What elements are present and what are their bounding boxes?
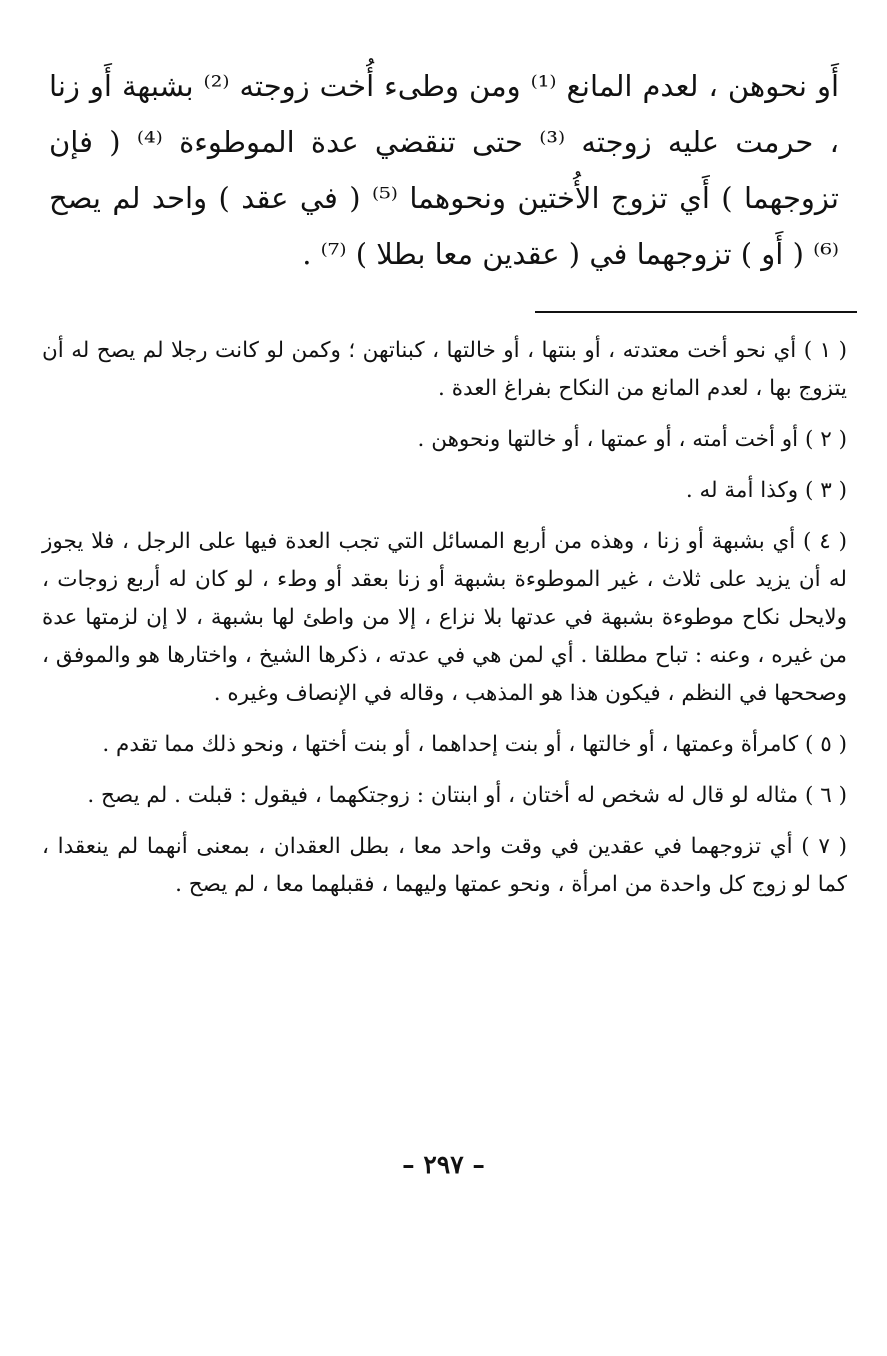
footnotes: [42, 332, 847, 917]
footnote-1: ( ١ ) أي نحو أخت معتدته ، أو بنتها ، أو خالتها ، كبناتهن ؛ وكمن لو كانت رجلا لم يصح له أن يتزوج بها ، لعدم المانع من النكاح بفراغ العدة .: [42, 338, 847, 401]
main-text: أَو نحوهن ، لعدم المانع ⁽¹⁾ ومن وطىء أُخت زوجته ⁽²⁾ بشبهة أَو زنا ، حرمت عليه زوجته ⁽³⁾ حتى تنقضي عدة الموطوءة ⁽⁴⁾ ( فإن تزوجهما ) أَي تزوج الأُختين ونحوهما ⁽⁵⁾ ( في عقد ) واحد لم يصح ⁽⁶⁾ ( أَو ) تزوجهما في ( عقدين معا بطلا ) ⁽⁷⁾ .: [49, 69, 840, 271]
footnote-3: ( ٣ ) وكذا أمة له .: [685, 478, 847, 503]
footnote-2: ( ٢ ) أو أخت أمته ، أو عمتها ، أو خالتها ونحوهن .: [417, 427, 847, 452]
footnote-6: ( ٦ ) مثاله لو قال له شخص له أختان ، أو ابنتان : زوجتكهما ، فيقول : قبلت . لم يصح .: [87, 783, 847, 808]
footnote-5: ( ٥ ) كامرأة وعمتها ، أو خالتها ، أو بنت إحداهما ، أو بنت أختها ، ونحو ذلك مما تقدم .: [102, 732, 847, 757]
page-number: – ٢٩٧ –: [402, 1150, 485, 1179]
footnote-divider: [535, 311, 857, 313]
footnote-7: ( ٧ ) أي تزوجهما في عقدين في وقت واحد معا ، بطل العقدان ، بمعنى أنهما لم ينعقدا ، كما لو زوج كل واحدة من امرأة ، ونحو عمتها وليهما ، فقبلهما معا ، لم يصح .: [42, 834, 847, 897]
footnote-4: ( ٤ ) أي بشبهة أو زنا ، وهذه من أربع المسائل التي تجب العدة فيها على الرجل ، فلا يجوز له أن يزيد على ثلاث ، غير الموطوءة بشبهة أو زنا بعقد أو وطء ، لو كان له أربع زوجات ، ولايحل نكاح موطوءة بشبهة في عدتها بلا نزاع ، إلا من واطئ لها بشبهة ، لا إن لزمتها عدة من غيره ، وعنه : تباح مطلقا . أي لمن هي في عدته ، ذكرها الشيخ ، واختارها هو والموفق ، وصححها في النظم ، فيكون هذا هو المذهب ، وقاله في الإنصاف وغيره .: [42, 529, 847, 706]
